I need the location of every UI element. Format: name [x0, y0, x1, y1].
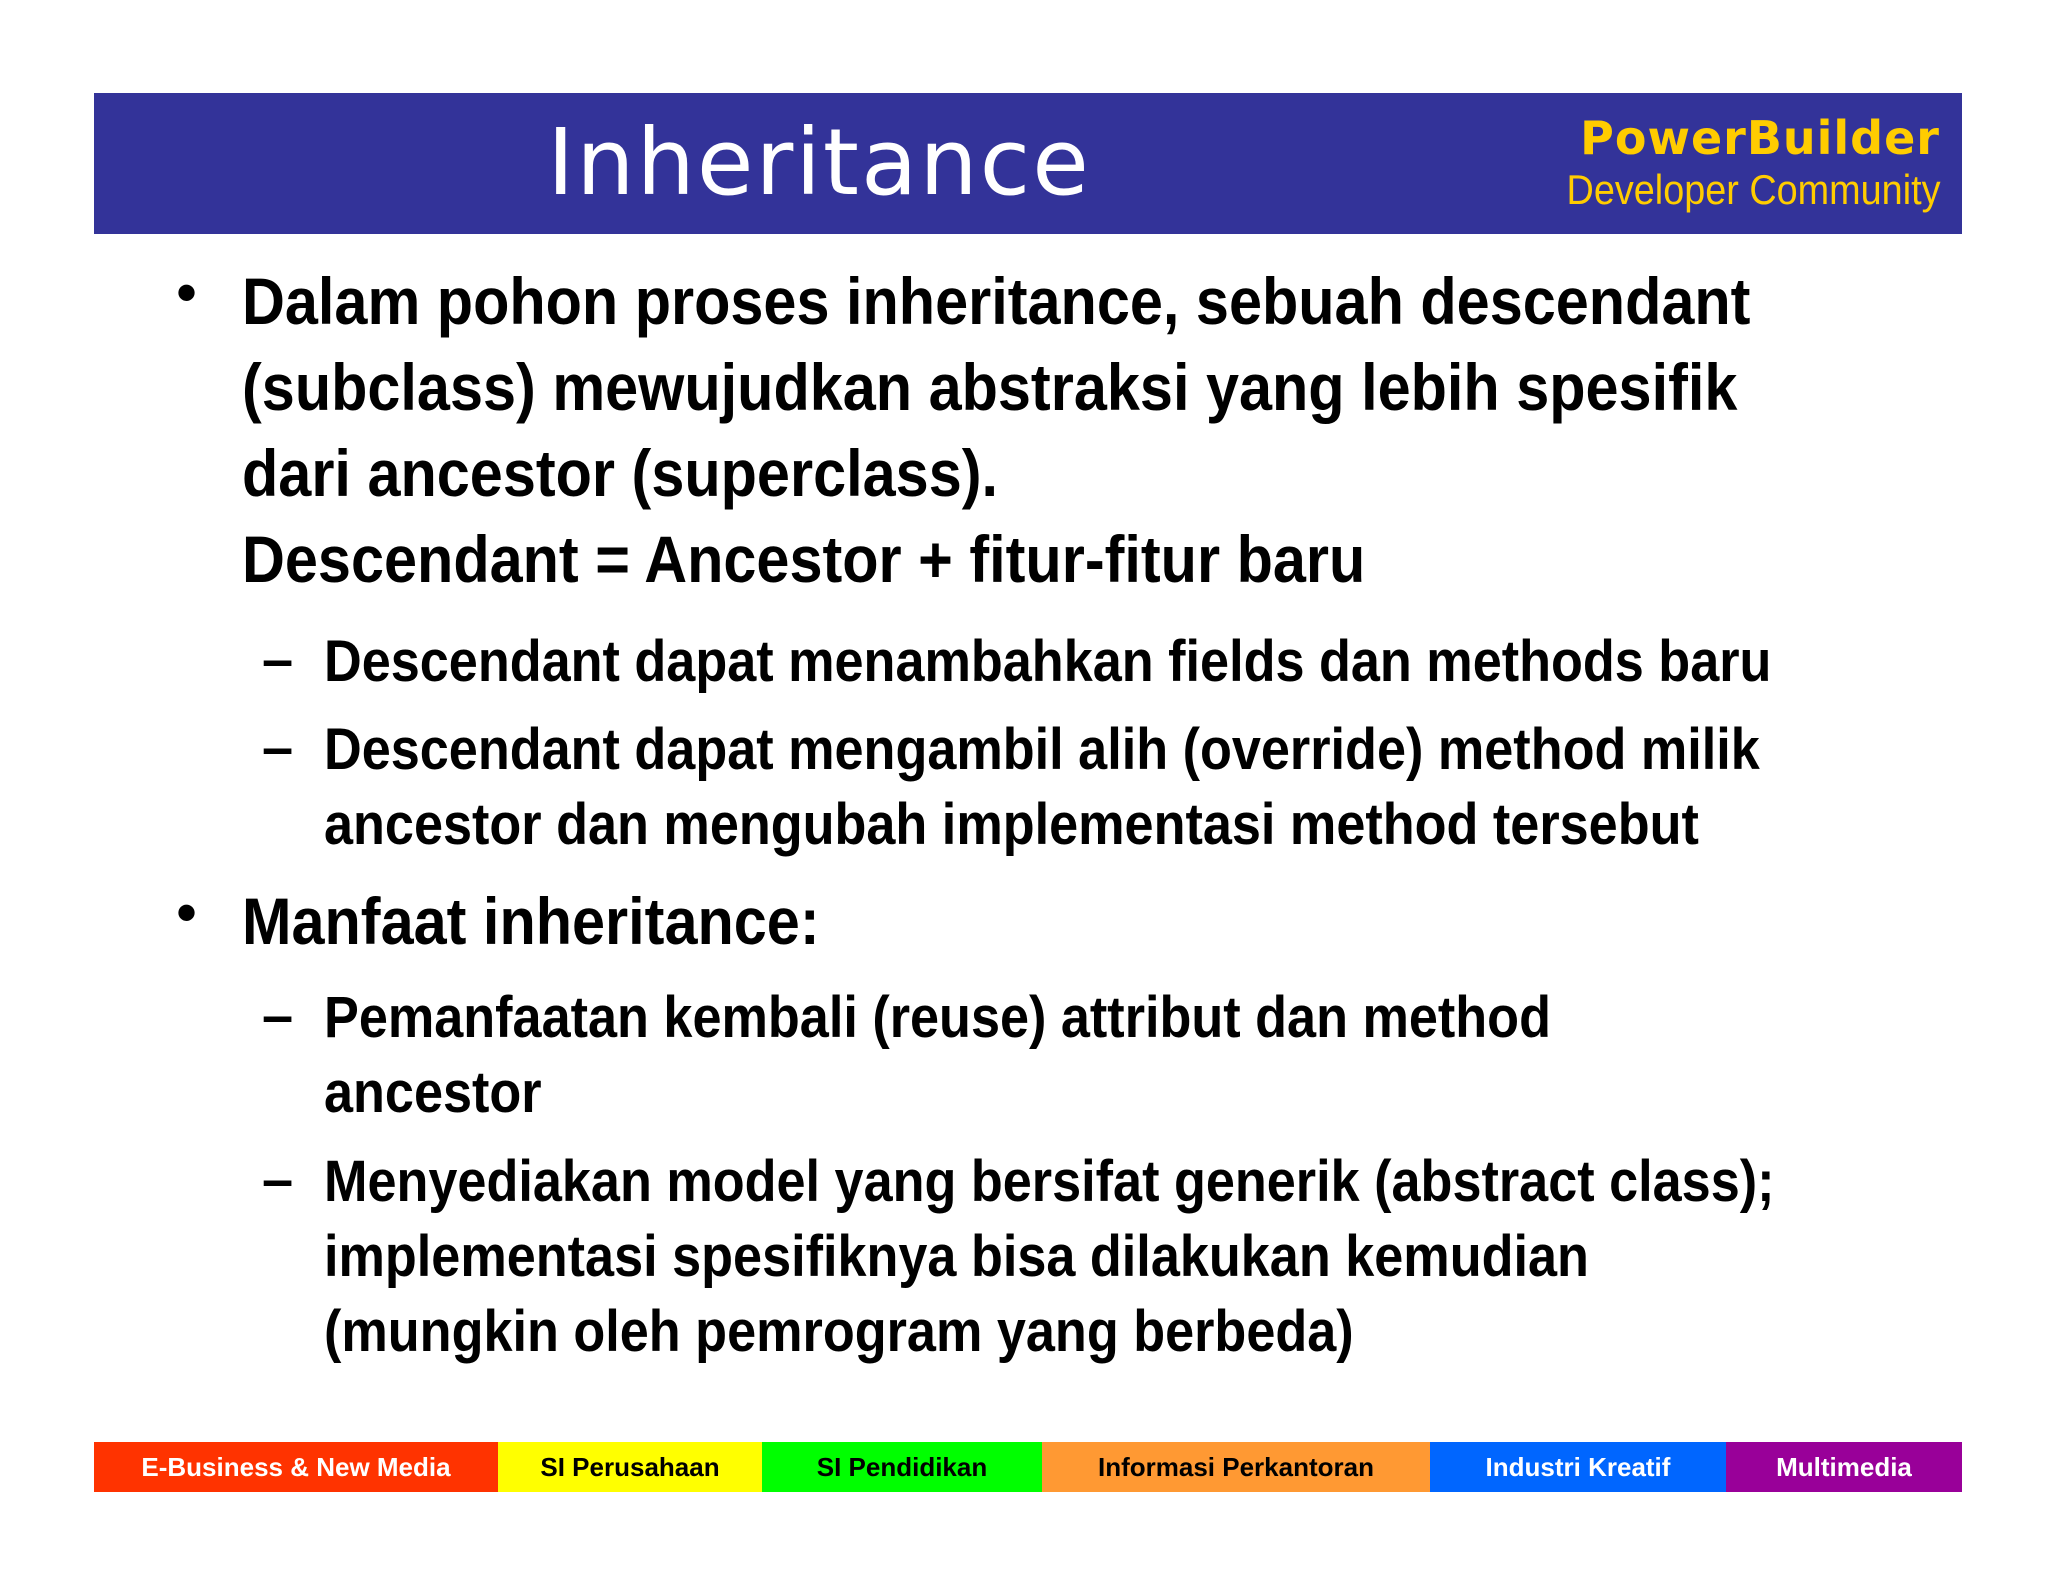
- category-label: SI Pendidikan: [816, 1451, 988, 1482]
- category-si-perusahaan: [498, 1442, 762, 1492]
- slide-title: Inheritance: [547, 109, 1091, 216]
- category-industri-kreatif: [1430, 1442, 1726, 1492]
- category-footer-bar: [94, 1442, 1962, 1492]
- category-informasi-perkantoran: [1042, 1442, 1430, 1492]
- sub-bullet-line: ancestor: [324, 1060, 542, 1125]
- category-e-business: [94, 1442, 498, 1492]
- sub-bullet-item: [324, 980, 1944, 1130]
- bullet-item-1: [242, 258, 1862, 602]
- sub-bullet-line: Descendant dapat mengambil alih (override) method milik: [324, 717, 1760, 782]
- dash-icon: –: [262, 983, 294, 1046]
- category-label: E-Business & New Media: [141, 1451, 451, 1482]
- sub-bullet-item: [324, 1144, 1944, 1369]
- sub-bullet-line: (mungkin oleh pemrogram yang berbeda): [324, 1299, 1354, 1364]
- sub-bullet-line: implementasi spesifiknya bisa dilakukan kemudian: [324, 1224, 1589, 1289]
- brand-name: PowerBuilder: [1580, 111, 1940, 165]
- bullet-line: Manfaat inheritance:: [242, 884, 820, 958]
- category-label: Multimedia: [1776, 1451, 1912, 1482]
- bullet-icon: •: [176, 259, 198, 326]
- sub-bullet-line: Menyediakan model yang bersifat generik (abstract class);: [324, 1149, 1775, 1214]
- sub-bullet-item: [324, 712, 1944, 862]
- sub-bullet-line: Pemanfaatan kembali (reuse) attribut dan method: [324, 985, 1551, 1050]
- dash-icon: –: [262, 1147, 294, 1210]
- bullet-icon: •: [176, 879, 198, 946]
- sub-bullet-item: [324, 624, 1944, 699]
- dash-icon: –: [262, 627, 294, 690]
- bullet-line: Dalam pohon proses inheritance, sebuah descendant: [242, 264, 1751, 338]
- bullet-line: dari ancestor (superclass).: [242, 436, 999, 510]
- sub-bullet-line: ancestor dan mengubah implementasi method tersebut: [324, 792, 1699, 857]
- category-multimedia: [1726, 1442, 1962, 1492]
- category-label: Industri Kreatif: [1485, 1451, 1671, 1482]
- bullet-line: (subclass) mewujudkan abstraksi yang lebih spesifik: [242, 350, 1738, 424]
- bullet-item-2: [242, 878, 1862, 964]
- brand-tagline: Developer Community: [1566, 166, 1940, 213]
- category-label: Informasi Perkantoran: [1098, 1451, 1374, 1482]
- dash-icon: –: [262, 715, 294, 778]
- category-label: SI Perusahaan: [540, 1451, 720, 1482]
- bullet-line: Descendant = Ancestor + fitur-fitur baru: [242, 522, 1366, 596]
- category-si-pendidikan: [762, 1442, 1042, 1492]
- sub-bullet-line: Descendant dapat menambahkan fields dan methods baru: [324, 629, 1772, 694]
